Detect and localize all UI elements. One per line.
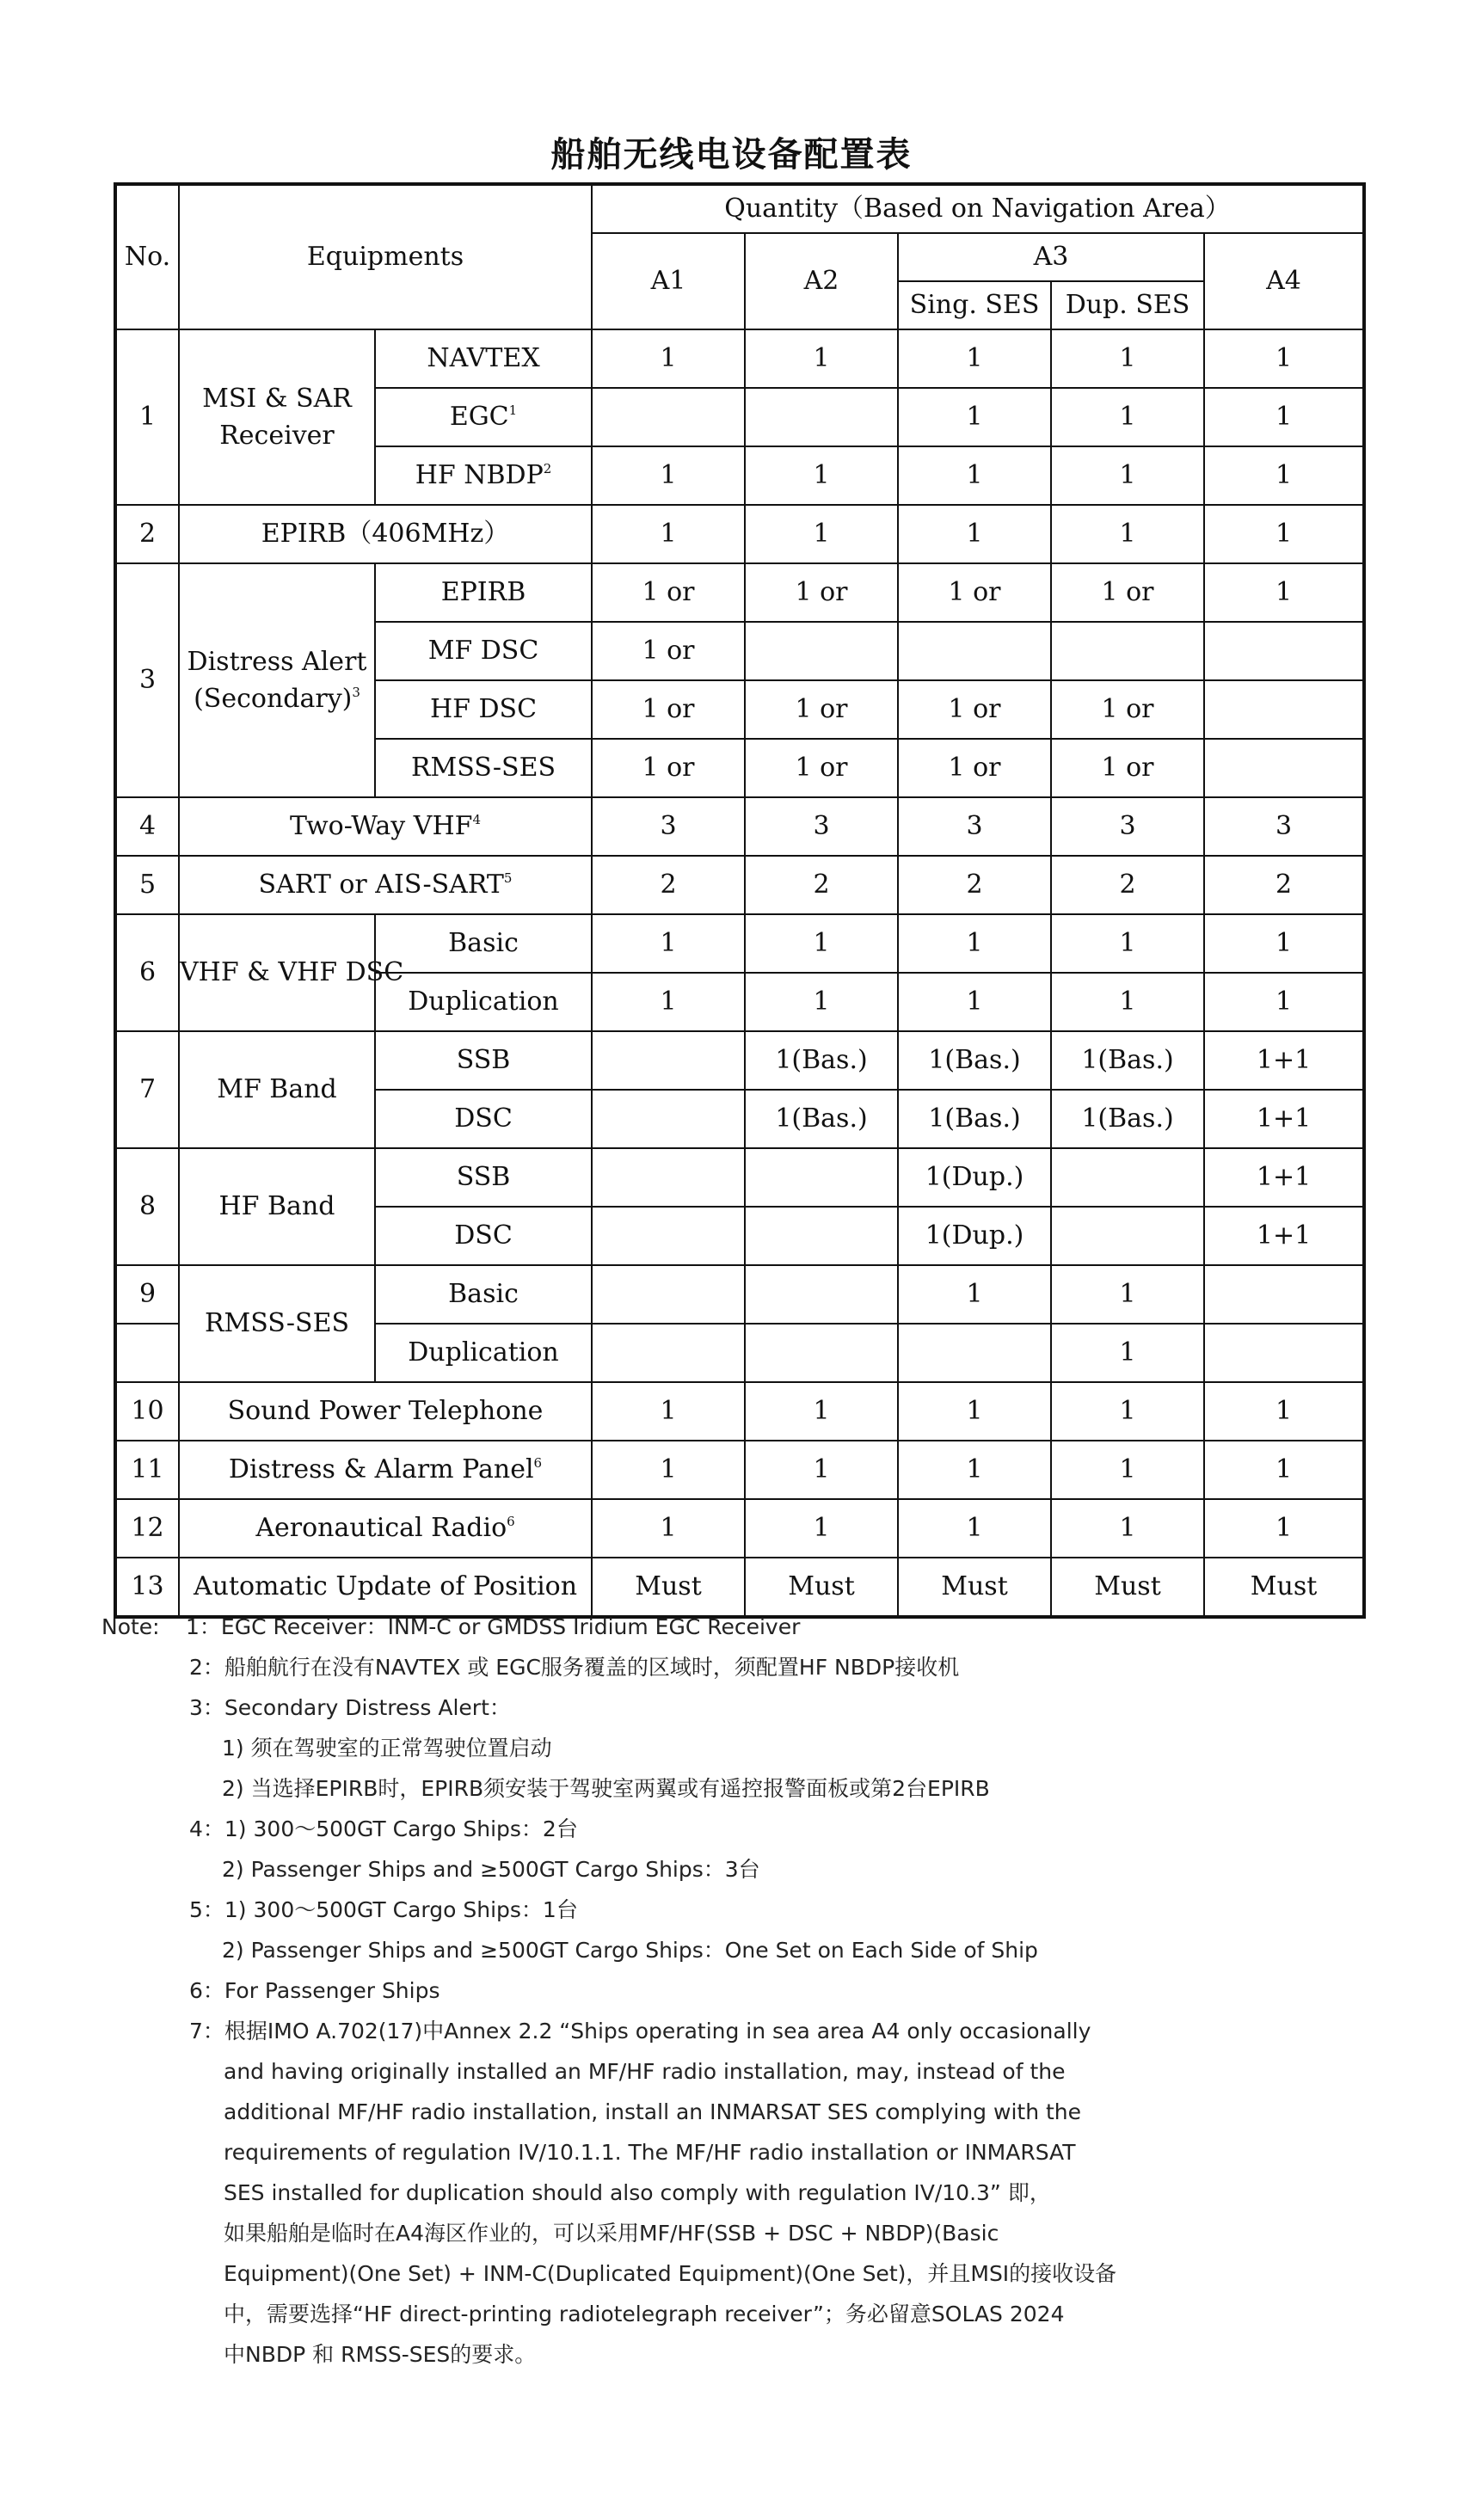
row-no: 9 (115, 1265, 179, 1324)
header-a3: A3 (898, 233, 1204, 281)
cell-a3-dup (1051, 1207, 1204, 1265)
cell-a4: 1 (1204, 563, 1364, 622)
cell-a4: 2 (1204, 856, 1364, 914)
cell-a4 (1204, 622, 1364, 680)
note-2: 2：船舶航行在没有NAVTEX 或 EGC服务覆盖的区域时，须配置HF NBDP接收机 (189, 1655, 960, 1680)
cell-a3-sing (898, 622, 1051, 680)
cell-a2: 1 or (745, 680, 898, 739)
cell-a1: 1 or (592, 739, 745, 797)
table-row (115, 797, 1364, 856)
cell-a3-sing: 1(Bas.) (898, 1031, 1051, 1090)
cell-a4: 1+1 (1204, 1207, 1364, 1265)
cell-a4: 1 (1204, 446, 1364, 505)
cell-a4: 1+1 (1204, 1090, 1364, 1148)
cell-a4: 1 (1204, 505, 1364, 563)
note-6: 6：For Passenger Ships (189, 1978, 440, 2003)
row-no: 4 (115, 797, 179, 856)
sub-item: Basic (375, 914, 592, 973)
cell-a2: 1 (745, 505, 898, 563)
cell-a2: 1 or (745, 563, 898, 622)
sub-item: MF DSC (375, 622, 592, 680)
cell-a3-sing: 1 or (898, 739, 1051, 797)
cell-a2 (745, 1324, 898, 1382)
group-name: HF Band (179, 1148, 375, 1265)
footnote-marker: 6 (533, 1455, 543, 1472)
cell-a1: 1 or (592, 680, 745, 739)
header-a1: A1 (592, 233, 745, 329)
cell-a2: 2 (745, 856, 898, 914)
cell-a1: Must (592, 1558, 745, 1617)
cell-a3-dup: 1 or (1051, 739, 1204, 797)
table-row (115, 505, 1364, 563)
cell-a3-dup: 1 (1051, 446, 1204, 505)
sub-item (375, 446, 592, 505)
row-no: 10 (115, 1382, 179, 1441)
cell-a3-dup: 2 (1051, 856, 1204, 914)
cell-a2: 1 or (745, 739, 898, 797)
group-label: Aeronautical Radio (255, 1513, 507, 1544)
cell-a3-dup: 3 (1051, 797, 1204, 856)
cell-a1 (592, 1324, 745, 1382)
table-row (115, 1031, 1364, 1090)
note-3-item-1: 1) 须在驾驶室的正常驾驶位置启动 (222, 1736, 552, 1761)
sub-item: NAVTEX (375, 329, 592, 388)
table-row (115, 914, 1364, 973)
cell-a3-sing: 1 (898, 973, 1051, 1031)
cell-a3-sing: 1 (898, 1499, 1051, 1558)
group-name (179, 1441, 592, 1499)
cell-a3-dup: 1 (1051, 1382, 1204, 1441)
group-label: MSI & SAR Receiver (202, 383, 352, 451)
cell-a3-dup: 1 (1051, 1265, 1204, 1324)
row-no: 11 (115, 1441, 179, 1499)
row-no: 12 (115, 1499, 179, 1558)
notes-section (101, 1607, 1374, 2375)
cell-a1: 1 (592, 1499, 745, 1558)
cell-a1 (592, 1265, 745, 1324)
row-no: 6 (115, 914, 179, 1031)
group-name: Automatic Update of Position (179, 1558, 592, 1617)
cell-a3-sing: 3 (898, 797, 1051, 856)
table-row (115, 1441, 1364, 1499)
cell-a4: 1+1 (1204, 1148, 1364, 1207)
cell-a4: Must (1204, 1558, 1364, 1617)
footnote-marker: 1 (508, 403, 518, 419)
cell-a2 (745, 1265, 898, 1324)
cell-a4: 1 (1204, 388, 1364, 446)
sub-item: Duplication (375, 1324, 592, 1382)
note-7-line: 中NBDP 和 RMSS-SES的要求。 (224, 2342, 537, 2367)
sub-item-label: EGC (449, 402, 509, 433)
cell-a2: 1 (745, 446, 898, 505)
group-name: MF Band (179, 1031, 375, 1148)
header-a2: A2 (745, 233, 898, 329)
page-title: 船舶无线电设备配置表 (550, 135, 913, 175)
group-name (179, 797, 592, 856)
cell-a3-sing: 2 (898, 856, 1051, 914)
cell-a3-sing: 1(Dup.) (898, 1207, 1051, 1265)
note-7-line: 如果船舶是临时在A4海区作业的，可以采用MF/HF(SSB + DSC + NBDP)(Basic (224, 2221, 999, 2246)
header-dup-ses: Dup. SES (1051, 281, 1204, 329)
cell-a2 (745, 1207, 898, 1265)
cell-a3-dup: 1 (1051, 505, 1204, 563)
cell-a4 (1204, 739, 1364, 797)
cell-a2: 3 (745, 797, 898, 856)
sub-item: DSC (375, 1090, 592, 1148)
cell-a3-dup: 1 or (1051, 563, 1204, 622)
group-label: Distress Alert (Secondary) (187, 646, 367, 714)
note-7-line: and having originally installed an MF/HF radio installation, may, instead of the (224, 2059, 1066, 2084)
footnote-marker: 3 (352, 685, 360, 700)
cell-a1: 1 or (592, 622, 745, 680)
table-row (115, 563, 1364, 622)
header-equipments: Equipments (179, 184, 592, 329)
sub-item-label: HF NBDP (415, 460, 544, 491)
equipment-table (114, 182, 1366, 1619)
cell-a3-sing (898, 1324, 1051, 1382)
note-3: 3：Secondary Distress Alert： (189, 1695, 511, 1720)
note-5-item-2: 2) Passenger Ships and ≥500GT Cargo Ships：One Set on Each Side of Ship (222, 1938, 1038, 1963)
note-5-item-1: 5：1) 300～500GT Cargo Ships：1台 (189, 1897, 578, 1922)
cell-a1: 2 (592, 856, 745, 914)
sub-item: EPIRB (375, 563, 592, 622)
cell-a3-sing: 1 or (898, 680, 1051, 739)
sub-item (375, 388, 592, 446)
header-no: No. (115, 184, 179, 329)
cell-a3-sing: 1 (898, 1382, 1051, 1441)
note-3-item-2: 2) 当选择EPIRB时，EPIRB须安装于驾驶室两翼或有遥控报警面板或第2台EPIRB (222, 1776, 990, 1801)
cell-a3-sing: 1(Dup.) (898, 1148, 1051, 1207)
table-row (115, 1382, 1364, 1441)
header-row (115, 184, 1364, 233)
row-no: 13 (115, 1558, 179, 1617)
group-name: VHF & VHF DSC (179, 914, 375, 1031)
cell-a2: 1(Bas.) (745, 1031, 898, 1090)
header-a4: A4 (1204, 233, 1364, 329)
row-no: 2 (115, 505, 179, 563)
cell-a4: 1 (1204, 329, 1364, 388)
table-row (115, 856, 1364, 914)
cell-a3-sing: 1 (898, 914, 1051, 973)
cell-a1: 1 (592, 914, 745, 973)
cell-a3-sing: 1 (898, 329, 1051, 388)
note-4-item-2: 2) Passenger Ships and ≥500GT Cargo Ships：3台 (222, 1857, 760, 1882)
cell-a3-sing: 1 (898, 505, 1051, 563)
cell-a3-sing: Must (898, 1558, 1051, 1617)
group-label: SART or AIS-SART (258, 870, 504, 900)
cell-a3-dup: 1 (1051, 329, 1204, 388)
sub-item: DSC (375, 1207, 592, 1265)
row-no: 7 (115, 1031, 179, 1148)
note-1: 1：EGC Receiver：INM-C or GMDSS Iridium EGC Receiver (186, 1614, 801, 1639)
group-name (179, 856, 592, 914)
cell-a2 (745, 388, 898, 446)
cell-a3-dup: 1 (1051, 388, 1204, 446)
note-4-item-1: 4：1) 300～500GT Cargo Ships：2台 (189, 1816, 578, 1841)
cell-a2: 1 (745, 329, 898, 388)
cell-a1: 1 (592, 505, 745, 563)
note-7-line: 中，需要选择“HF direct-printing radiotelegraph receiver”；务必留意SOLAS 2024 (224, 2302, 1065, 2326)
cell-a3-dup: 1(Bas.) (1051, 1031, 1204, 1090)
cell-a2 (745, 1148, 898, 1207)
cell-a4 (1204, 680, 1364, 739)
cell-a4: 3 (1204, 797, 1364, 856)
cell-a2: 1 (745, 973, 898, 1031)
cell-a4: 1 (1204, 973, 1364, 1031)
group-label: Distress & Alarm Panel (228, 1454, 534, 1485)
row-no-empty (115, 1324, 179, 1382)
note-7-line: Equipment)(One Set) + INM-C(Duplicated Equipment)(One Set)，并且MSI的接收设备 (224, 2261, 1117, 2286)
cell-a3-dup: 1 or (1051, 680, 1204, 739)
table-row (115, 1265, 1364, 1324)
sub-item: RMSS-SES (375, 739, 592, 797)
row-no: 3 (115, 563, 179, 797)
group-name: RMSS-SES (179, 1265, 375, 1382)
footnote-marker: 2 (543, 461, 552, 477)
group-name: Sound Power Telephone (179, 1382, 592, 1441)
cell-a1 (592, 1148, 745, 1207)
sub-item: SSB (375, 1148, 592, 1207)
group-name (179, 563, 375, 797)
cell-a3-dup: 1 (1051, 1441, 1204, 1499)
note-7-line: SES installed for duplication should also comply with regulation IV/10.3” 即， (224, 2180, 1051, 2205)
cell-a2: Must (745, 1558, 898, 1617)
cell-a4: 1+1 (1204, 1031, 1364, 1090)
cell-a3-sing: 1 (898, 388, 1051, 446)
cell-a1: 1 (592, 446, 745, 505)
notes-label: Note: (101, 1614, 160, 1639)
note-line (101, 1607, 1374, 1647)
cell-a2 (745, 622, 898, 680)
cell-a3-dup: Must (1051, 1558, 1204, 1617)
cell-a3-sing: 1 or (898, 563, 1051, 622)
cell-a3-dup: 1 (1051, 973, 1204, 1031)
sub-item: HF DSC (375, 680, 592, 739)
row-no: 1 (115, 329, 179, 505)
footnote-marker: 5 (503, 870, 513, 887)
cell-a3-sing: 1 (898, 446, 1051, 505)
row-no: 5 (115, 856, 179, 914)
cell-a4: 1 (1204, 1441, 1364, 1499)
cell-a1 (592, 388, 745, 446)
cell-a3-dup (1051, 622, 1204, 680)
note-7-line: requirements of regulation IV/10.1.1. The MF/HF radio installation or INMARSAT (224, 2140, 1076, 2165)
cell-a4: 1 (1204, 914, 1364, 973)
cell-a2: 1 (745, 1499, 898, 1558)
table-row (115, 1499, 1364, 1558)
cell-a3-dup: 1 (1051, 914, 1204, 973)
sub-item: Basic (375, 1265, 592, 1324)
header-sing-ses: Sing. SES (898, 281, 1051, 329)
cell-a2: 1 (745, 1441, 898, 1499)
note-7-line: additional MF/HF radio installation, install an INMARSAT SES complying with the (224, 2099, 1082, 2124)
group-name (179, 329, 375, 505)
cell-a1: 1 (592, 973, 745, 1031)
table-row (115, 329, 1364, 388)
cell-a1: 1 (592, 1382, 745, 1441)
cell-a3-sing: 1(Bas.) (898, 1090, 1051, 1148)
cell-a3-dup: 1 (1051, 1324, 1204, 1382)
table-row (115, 1148, 1364, 1207)
row-no: 8 (115, 1148, 179, 1265)
cell-a1 (592, 1031, 745, 1090)
cell-a4 (1204, 1324, 1364, 1382)
cell-a4: 1 (1204, 1499, 1364, 1558)
sub-item: SSB (375, 1031, 592, 1090)
note-7-line: 7：根据IMO A.702(17)中Annex 2.2 “Ships operating in sea area A4 only occasionally (189, 2019, 1091, 2044)
cell-a4: 1 (1204, 1382, 1364, 1441)
footnote-marker: 6 (507, 1514, 515, 1530)
group-name (179, 1499, 592, 1558)
cell-a3-sing: 1 (898, 1265, 1051, 1324)
footnote-marker: 4 (472, 812, 481, 828)
cell-a4 (1204, 1265, 1364, 1324)
cell-a1: 1 (592, 1441, 745, 1499)
cell-a3-dup: 1(Bas.) (1051, 1090, 1204, 1148)
cell-a3-dup: 1 (1051, 1499, 1204, 1558)
cell-a1 (592, 1090, 745, 1148)
cell-a2: 1 (745, 1382, 898, 1441)
cell-a3-sing: 1 (898, 1441, 1051, 1499)
cell-a1 (592, 1207, 745, 1265)
header-quantity: Quantity（Based on Navigation Area） (592, 184, 1364, 233)
cell-a2: 1(Bas.) (745, 1090, 898, 1148)
group-label: Two-Way VHF (290, 811, 473, 842)
cell-a1: 3 (592, 797, 745, 856)
group-name: EPIRB（406MHz） (179, 505, 592, 563)
cell-a3-dup (1051, 1148, 1204, 1207)
cell-a1: 1 or (592, 563, 745, 622)
cell-a2: 1 (745, 914, 898, 973)
cell-a1: 1 (592, 329, 745, 388)
sub-item: Duplication (375, 973, 592, 1031)
